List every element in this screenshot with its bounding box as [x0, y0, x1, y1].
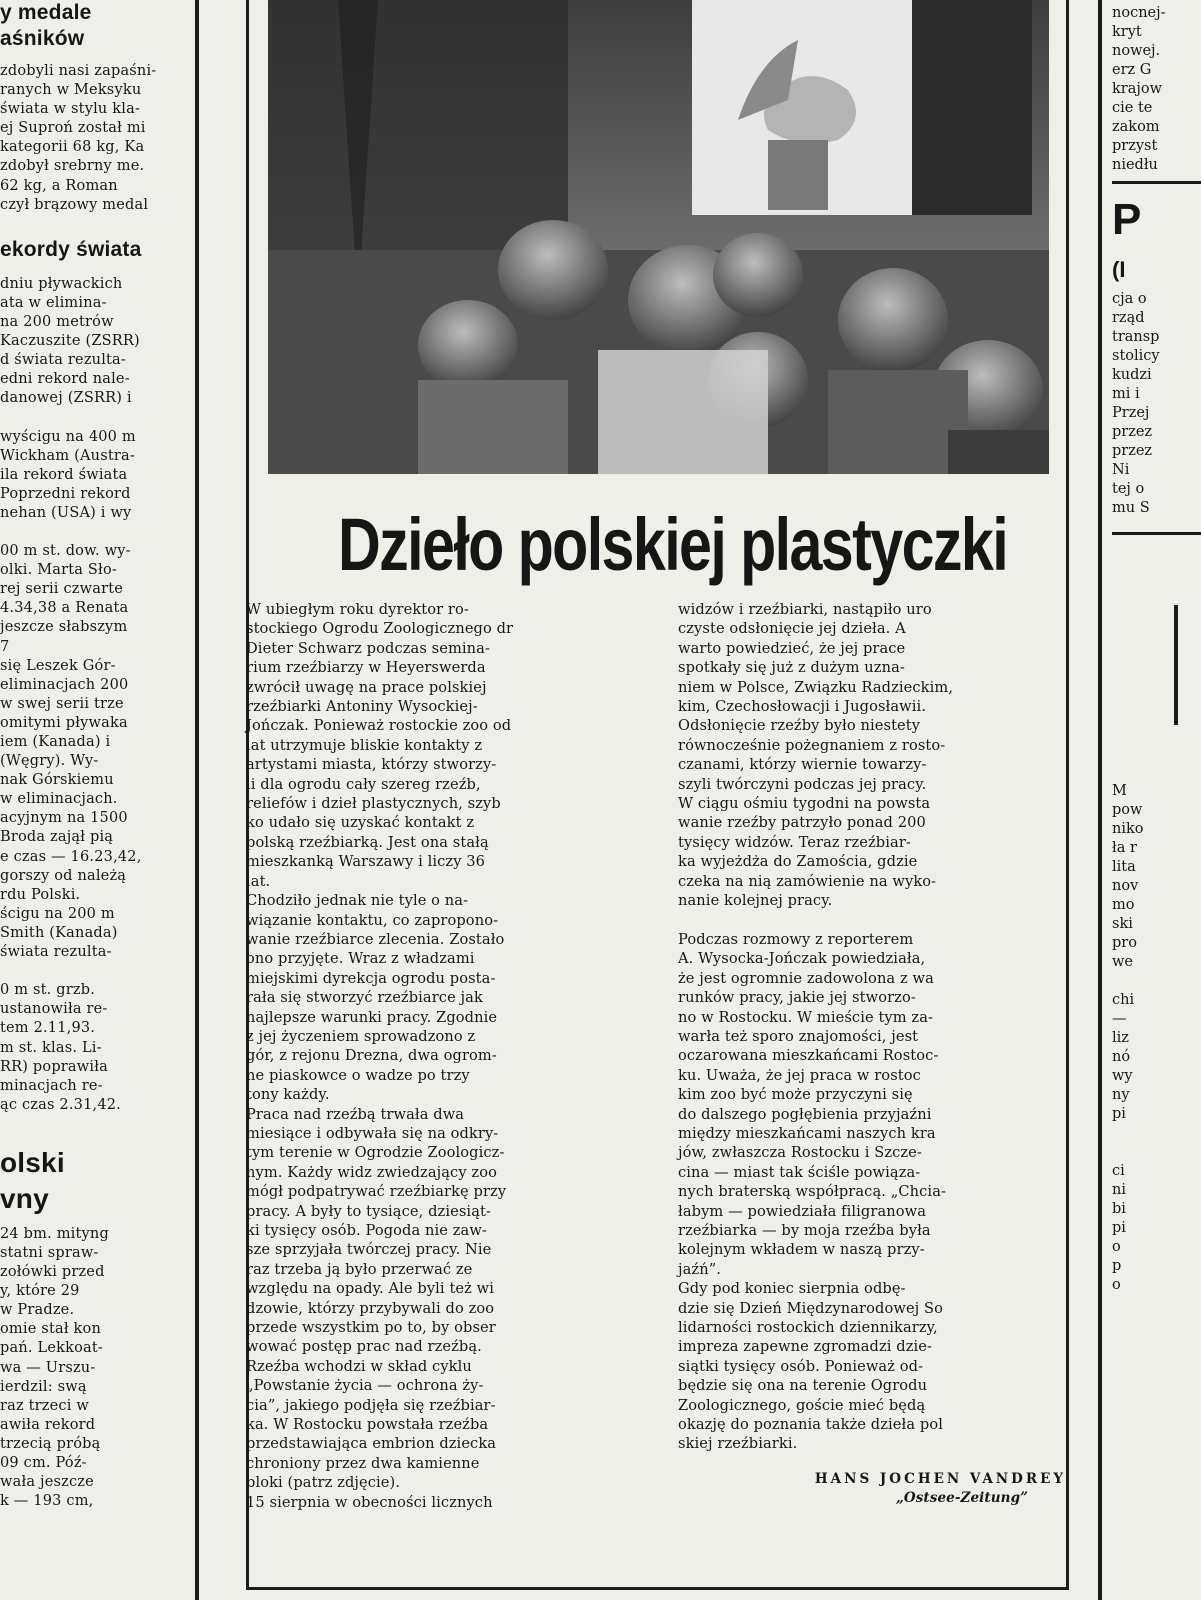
right-text-line: rząd: [1112, 310, 1145, 326]
left-text-line: ierdzil: swą: [0, 1378, 87, 1395]
article-text-line: że jest ogromnie zadowolona z wa: [678, 969, 934, 987]
left-heading-line: y medale: [0, 1, 92, 24]
right-text-line: Ni: [1112, 462, 1130, 478]
article-text-line: lat.: [246, 872, 271, 890]
article-text-line: Odsłonięcie rzeźby było niestety: [678, 717, 921, 735]
left-heading-line: olski: [0, 1146, 65, 1178]
article-source: „Ostsee-Zeitung”: [896, 1490, 1028, 1507]
left-text-line: d świata rezulta-: [0, 352, 127, 369]
photo-image: [268, 0, 1049, 474]
article-column-1: [246, 600, 646, 1512]
article-column-2: [678, 600, 1068, 1509]
article-text-line: dzie się Dzień Międzynarodowej So: [678, 1299, 944, 1317]
article-text-line: tysięcy widzów. Teraz rzeźbiar-: [678, 833, 911, 851]
article-text-line: stockiego Ogrodu Zoologicznego dr: [246, 620, 514, 638]
left-text-line: rdu Polski.: [0, 886, 81, 903]
right-text-line: cja o: [1112, 291, 1147, 307]
right-text-bottom: [1112, 725, 1201, 1295]
article-text-line: rała się stworzyć rzeźbiarce jak: [246, 989, 483, 1007]
left-text-line: [0, 408, 192, 427]
right-text-line: we: [1112, 954, 1133, 970]
article-text-line: między mieszkańcami naszych kra: [678, 1124, 936, 1142]
article-text-line: ka wyjeżdża do Zamościa, gdzie: [678, 853, 918, 871]
article-text-line: niem w Polsce, Związku Radzieckim,: [678, 678, 954, 696]
article-text-line: rium rzeźbiarzy w Heyerswerda: [246, 659, 486, 677]
article-text-line: czanami, którzy wiernie towarzy-: [678, 756, 927, 774]
left-text-line: danowej (ZSRR) i: [0, 390, 132, 407]
article-text-line: wiązanie kontaktu, co zapropono-: [246, 911, 499, 929]
right-text-line: —: [1112, 1011, 1127, 1027]
left-text-line: (Węgry). Wy-: [0, 753, 99, 770]
right-text-line: erz G: [1112, 62, 1152, 78]
article-text-line: czeka na nią zamówienie na wyko-: [678, 872, 937, 890]
article-text-line: W ciągu ośmiu tygodni na powsta: [678, 795, 931, 813]
left-text-line: dniu pływackich: [0, 275, 123, 292]
left-text-line: omie stał kon: [0, 1321, 101, 1338]
left-text-line: ila rekord świata: [0, 466, 128, 483]
right-text-line: pow: [1112, 802, 1143, 818]
right-text-line: niedłu: [1112, 157, 1158, 173]
article-text-line: raz trzeba ją było przerwać ze: [246, 1260, 473, 1278]
article-text-line: impreza zapewne zgromadzi dzie-: [678, 1338, 933, 1356]
right-text-line: niko: [1112, 821, 1144, 837]
left-text-line: m st. klas. Li-: [0, 1039, 102, 1056]
right-text-line: bi: [1112, 1201, 1126, 1217]
article-text-line: Podczas rozmowy z reporterem: [678, 930, 914, 948]
medals-heading: [0, 0, 192, 52]
article-text-line: li dla ogrodu cały szereg rzeźb,: [246, 775, 481, 793]
article-text-line: widzów i rzeźbiarki, nastąpiło uro: [678, 601, 932, 618]
article-text-line: [678, 911, 1068, 930]
right-text-line: M: [1112, 783, 1127, 799]
article-headline: Dzieło polskiej plastyczki: [338, 503, 1008, 586]
article-text-line: ka. W Rostocku powstała rzeźba: [246, 1416, 489, 1434]
left-text-line: Broda zajął pią: [0, 829, 114, 846]
left-text-line: zdobyli nasi zapaśni-: [0, 63, 157, 79]
left-text-line: Kaczuszite (ZSRR): [0, 333, 140, 350]
column-rule-right: [1098, 0, 1102, 1600]
article-text-line: tony każdy.: [246, 1086, 330, 1104]
right-text-line: ła r: [1112, 840, 1137, 856]
right-text-line: przez: [1112, 443, 1153, 459]
article-text-line: wanie rzeźby patrzyło ponad 200: [678, 814, 926, 832]
article-text-line: szyli twórczyni podczas jej pracy.: [678, 775, 927, 793]
article-text-line: runków pracy, jakie jej stworzo-: [678, 989, 916, 1007]
article-text-line: wanie rzeźbiarce zlecenia. Zostało: [246, 930, 505, 948]
right-text-line: liz: [1112, 1030, 1129, 1046]
article-text-line: 15 sierpnia w obecności licznych: [246, 1493, 493, 1511]
left-text-line: rej serii czwarte: [0, 581, 124, 598]
right-text-line: kryt: [1112, 24, 1142, 40]
left-text-line: nak Górskiemu: [0, 772, 114, 789]
left-text-line: [0, 523, 192, 542]
left-text-line: nehan (USA) i wy: [0, 504, 132, 521]
right-text-line: [1112, 1124, 1201, 1143]
article-text-line: Rzeźba wchodzi w skład cyklu: [246, 1357, 472, 1375]
article-text-line: chroniony przez dwa kamienne: [246, 1454, 480, 1472]
right-text-middle: [1112, 290, 1201, 518]
article-text-line: jaźń”.: [678, 1260, 722, 1278]
article-text-line: ko udało się uzyskać kontakt z: [246, 814, 475, 832]
right-sub-heading: (I: [1112, 257, 1126, 282]
left-text-line: e czas — 16.23,42,: [0, 848, 142, 865]
article-text-line: mieszkanką Warszawy i liczy 36: [246, 853, 486, 871]
athletics-text: [0, 1225, 192, 1511]
swimming-text: [0, 275, 192, 1115]
article-text-line: ki tysięcy osób. Pogoda nie zaw-: [246, 1222, 487, 1239]
right-text-line: [1112, 744, 1201, 763]
right-text-line: nov: [1112, 878, 1139, 894]
left-text-line: Poprzedni rekord: [0, 485, 131, 502]
left-text-line: ąc czas 2.31,42.: [0, 1096, 121, 1113]
right-divider-2: [1112, 532, 1201, 535]
article-text-line: jów, zwłaszcza Rostocku i Szcze-: [678, 1144, 922, 1162]
article-text-line: Gdy pod koniec sierpnia odbę-: [678, 1280, 906, 1298]
right-text-line: ci: [1112, 1163, 1125, 1179]
left-text-line: czył brązowy medal: [0, 196, 149, 213]
article-text-line: Dieter Schwarz podczas semina-: [246, 639, 491, 657]
left-text-line: się Leszek Gór-: [0, 657, 116, 674]
right-text-line: lita: [1112, 859, 1136, 875]
article-text-line: lidarności rostockich dziennikarzy,: [678, 1319, 938, 1337]
left-text-line: wała jeszcze: [0, 1474, 94, 1491]
left-text-line: Wickham (Austra-: [0, 447, 135, 464]
left-text-line: ranych w Meksyku: [0, 82, 142, 99]
left-text-line: Smith (Kanada): [0, 924, 118, 941]
left-text-line: 4.34,38 a Renata: [0, 600, 129, 617]
article-text-line: przede wszystkim po to, by obser: [246, 1319, 496, 1337]
left-text-line: iem (Kanada) i: [0, 734, 111, 750]
article-text-line: miesiące i odbywała się na odkry-: [246, 1124, 499, 1142]
article-text-line: no w Rostocku. W mieście tym za-: [678, 1008, 934, 1026]
article-text-line: cia”, jakiego podjęła się rzeźbiar-: [246, 1396, 496, 1414]
left-text-line: 00 m st. dow. wy-: [0, 543, 131, 560]
right-text-line: transp: [1112, 329, 1160, 345]
left-text-line: RR) poprawiła: [0, 1058, 108, 1075]
article-text-line: do dalszego pogłębienia przyjaźni: [678, 1105, 932, 1123]
article-text-line: dzowie, którzy przybywali do zoo: [246, 1299, 495, 1317]
article-text-line: kim, Czechosłowacji i Jugosławii.: [678, 698, 927, 716]
left-text-line: na 200 metrów: [0, 313, 114, 330]
article-text-line: ne piaskowce o wadze po trzy: [246, 1066, 470, 1084]
right-text-line: pi: [1112, 1220, 1126, 1236]
left-text-line: minacjach re-: [0, 1077, 103, 1094]
right-text-line: nowej.: [1112, 43, 1161, 59]
article-text-line: nanie kolejnej pracy.: [678, 892, 833, 910]
article-text-line: wować postęp prac nad rzeźbą.: [246, 1338, 482, 1356]
right-text-line: przez: [1112, 424, 1153, 440]
left-text-line: świata rezulta-: [0, 944, 112, 961]
article-text-line: artystami miasta, którzy stworzy-: [246, 756, 497, 774]
left-text-line: wyścigu na 400 m: [0, 428, 136, 445]
article-text-line: najlepsze warunki pracy. Zgodnie: [246, 1008, 498, 1026]
left-text-line: tem 2.11,93.: [0, 1020, 96, 1037]
article-text-line: Jończak. Ponieważ rostockie zoo od: [246, 717, 512, 735]
article-text-line: sze sprzyjała twórczej pracy. Nie: [246, 1241, 492, 1259]
article-text-line: A. Wysocka-Jończak powiedziała,: [678, 950, 926, 968]
left-text-line: gorszy od należą: [0, 867, 127, 884]
article-text-line: z jej życzeniem sprowadzono z: [246, 1027, 476, 1045]
right-text-line: nó: [1112, 1049, 1131, 1065]
article-text-line: będzie się ona na terenie Ogrodu: [678, 1377, 928, 1395]
left-text-line: ej Suproń został mi: [0, 120, 146, 137]
left-text-line: acyjnym na 1500: [0, 810, 128, 827]
right-divider: [1112, 181, 1201, 184]
right-text-line: kudzi: [1112, 367, 1152, 383]
article-text-line: względu na opady. Ale byli też wi: [246, 1280, 495, 1298]
left-text-line: olki. Marta Sło-: [0, 562, 117, 579]
polish-heading: [0, 1145, 192, 1217]
left-text-line: 0 m st. grzb.: [0, 982, 96, 999]
right-text-line: [1112, 725, 1201, 744]
left-text-line: w eliminacjach.: [0, 791, 118, 808]
world-records-heading: ekordy świata: [0, 237, 142, 261]
right-text-line: krajow: [1112, 81, 1162, 97]
left-text-line: pań. Lekkoat-: [0, 1340, 103, 1357]
article-text-line: skiej rzeźbiarki.: [678, 1435, 798, 1453]
left-text-line: jeszcze słabszym: [0, 619, 128, 636]
article-text-line: polską rzeźbiarką. Jest ona stałą: [246, 833, 489, 851]
left-text-line: statni spraw-: [0, 1244, 99, 1261]
article-text-line: gór, z rejonu Drezna, dwa ogrom-: [246, 1047, 497, 1065]
article-text-line: okazję do poznania także dzieła pol: [678, 1416, 943, 1434]
right-text-top: [1112, 4, 1201, 175]
left-text-line: 09 cm. Póź-: [0, 1455, 87, 1471]
article-text-line: spotkały się już z dużym uzna-: [678, 659, 905, 677]
left-text-line: k — 193 cm,: [0, 1493, 94, 1510]
right-text-line: p: [1112, 1258, 1122, 1274]
left-text-line: edni rekord nale-: [0, 371, 130, 388]
article-text-line: siątki tysięcy osób. Ponieważ od-: [678, 1357, 924, 1375]
article-text-line: pracy. A były to tysiące, dziesiąt-: [246, 1202, 491, 1220]
article-text-line: równocześnie pożegnaniem z rosto-: [678, 736, 946, 754]
left-text-line: awiła rekord: [0, 1416, 96, 1433]
right-text-line: tej o: [1112, 481, 1145, 497]
article-text-line: rzeźbiarki Antoniny Wysockiej-: [246, 698, 478, 716]
right-text-line: ni: [1112, 1182, 1126, 1198]
article-text-line: Zoologicznego, goście mieć będą: [678, 1396, 926, 1414]
article-text-line: miejskimi dyrekcja ogrodu posta-: [246, 969, 496, 987]
article-text-line: W ubiegłym roku dyrektor ro-: [246, 601, 469, 618]
left-text-line: eliminacjach 200: [0, 676, 129, 693]
article-text-line: ono przyjęte. Wraz z władzami: [246, 950, 475, 968]
right-text-line: zakom: [1112, 119, 1160, 135]
article-text-line: łabym — powiedziała filigranowa: [678, 1202, 927, 1220]
right-text-line: [1112, 972, 1201, 991]
left-text-line: kategorii 68 kg, Ka: [0, 139, 145, 156]
article-text-line: cina — miast tak ściśle powiąza-: [678, 1163, 921, 1181]
right-text-line: [1112, 1143, 1201, 1162]
article-text-line: Praca nad rzeźbą trwała dwa: [246, 1105, 465, 1123]
left-text-line: trzecią próbą: [0, 1435, 101, 1452]
article-text-line: czyste odsłonięcie jej dzieła. A: [678, 620, 906, 638]
right-text-line: chi: [1112, 992, 1135, 1008]
article-byline: HANS JOCHEN VANDREY: [814, 1470, 1066, 1487]
left-text-line: ata w elimina-: [0, 294, 107, 311]
right-text-line: przyst: [1112, 138, 1158, 154]
left-heading-line: vny: [0, 1182, 49, 1214]
article-text-line: reliefów i dzieł plastycznych, szyb: [246, 795, 501, 813]
left-text-line: zołówki przed: [0, 1264, 105, 1281]
right-text-line: mi i: [1112, 386, 1140, 402]
column-rule-left: [195, 0, 199, 1600]
article-text-line: „Powstanie życia — ochrona ży-: [246, 1377, 484, 1395]
left-text-line: [0, 962, 192, 981]
right-text-line: wy: [1112, 1068, 1133, 1084]
right-text-line: nocnej-: [1112, 5, 1166, 21]
article-text-line: tym terenie w Ogrodzie Zoologicz-: [246, 1144, 505, 1162]
right-text-line: pi: [1112, 1106, 1126, 1122]
left-text-line: świata w stylu kla-: [0, 101, 141, 118]
right-text-line: cie te: [1112, 100, 1153, 116]
left-text-line: 62 kg, a Roman: [0, 177, 118, 194]
right-text-line: stolicy: [1112, 348, 1160, 364]
article-text-line: kolejnym wkładem w naszą przy-: [678, 1241, 925, 1259]
article-text-line: oczarowana mieszkańcami Rostoc-: [678, 1047, 939, 1065]
wrestling-text: [0, 62, 192, 215]
right-text-line: [1112, 763, 1201, 782]
left-text-line: w Pradze.: [0, 1302, 75, 1319]
article-text-line: warto powiedzieć, że jej prace: [678, 639, 906, 657]
right-box-edge: [1174, 605, 1178, 725]
left-text-line: raz trzeci w: [0, 1397, 89, 1414]
right-text-line: mo: [1112, 897, 1135, 913]
left-text-line: wa — Urszu-: [0, 1359, 96, 1376]
article-text-line: kim zoo być może przyczyni się: [678, 1086, 913, 1104]
left-heading-line: aśników: [0, 27, 85, 50]
article-text-line: lat utrzymuje bliskie kontakty z: [246, 736, 483, 754]
article-text-line: nych braterską współpracą. „Chcia-: [678, 1183, 947, 1201]
sculpture-photo: [268, 0, 1049, 474]
right-column: [1112, 0, 1201, 1600]
article-text-line: ku. Uważa, że jej praca w rostoc: [678, 1066, 921, 1084]
article-text-line: Chodziło jednak nie tyle o na-: [246, 892, 469, 910]
right-text-line: o: [1112, 1277, 1121, 1293]
right-big-letter: P: [1112, 195, 1142, 244]
left-text-line: w swej serii trze: [0, 695, 124, 712]
left-text-line: 24 bm. mityng: [0, 1225, 109, 1242]
right-text-line: pro: [1112, 935, 1137, 951]
right-text-line: o: [1112, 1239, 1121, 1255]
right-text-line: Przej: [1112, 405, 1150, 421]
article-text-line: mógł podpatrywać rzeźbiarkę przy: [246, 1183, 507, 1201]
left-text-line: zdobył srebrny me.: [0, 158, 145, 175]
left-text-line: omitymi pływaka: [0, 714, 128, 731]
article-text-line: nym. Każdy widz zwiedzający zoo: [246, 1163, 497, 1181]
left-text-line: ustanowiła re-: [0, 1001, 108, 1018]
right-text-line: ski: [1112, 916, 1133, 932]
article-text-line: warła też sporo znajomości, jest: [678, 1027, 919, 1045]
right-text-line: mu S: [1112, 500, 1150, 516]
left-text-line: y, które 29: [0, 1283, 80, 1300]
article-text-line: rzeźbiarka — by moja rzeźba była: [678, 1222, 931, 1239]
left-text-line: 7: [0, 638, 10, 655]
left-text-line: ścigu na 200 m: [0, 905, 115, 922]
article-text-line: przedstawiająca embrion dziecka: [246, 1435, 497, 1453]
article-text-line: zwrócił uwagę na prace polskiej: [246, 678, 487, 696]
right-text-line: ny: [1112, 1087, 1130, 1103]
left-sports-column: [0, 0, 192, 1600]
article-text-line: bloki (patrz zdjęcie).: [246, 1474, 401, 1492]
